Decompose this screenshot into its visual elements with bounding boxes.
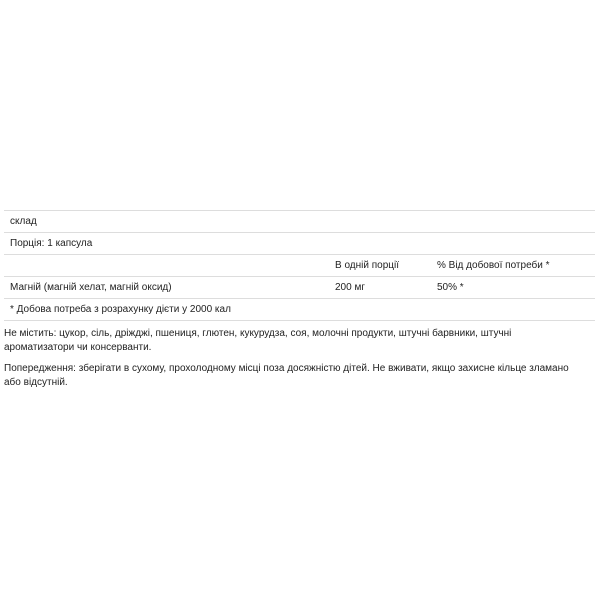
ingredient-name: Магній (магній хелат, магній оксид) xyxy=(4,277,329,299)
column-header-amount: В одній порції xyxy=(329,255,431,277)
supplement-facts-table xyxy=(4,210,595,321)
warning-note: Попередження: зберігати в сухому, прохолодному місці поза досяжністю дітей. Не вживати, якщо захисне кільце зламано або відсутній. xyxy=(4,363,569,388)
ingredient-daily-value: 50% * xyxy=(431,277,595,299)
table-row xyxy=(4,277,595,299)
column-header-row xyxy=(4,255,595,277)
column-header-name xyxy=(4,255,329,277)
free-from-note: Не містить: цукор, сіль, дріжджі, пшениця, глютен, кукурудза, соя, молочні продукти, штучні барвники, штучні ароматизатори чи консерванти. xyxy=(4,328,512,353)
footnote-row xyxy=(4,299,595,321)
ingredient-amount: 200 мг xyxy=(329,277,431,299)
column-header-daily-value: % Від добової потреби * xyxy=(431,255,595,277)
serving-size-row xyxy=(4,233,595,255)
serving-size: Порція: 1 капсула xyxy=(4,233,595,255)
composition-heading: склад xyxy=(4,211,595,233)
table-heading-row xyxy=(4,211,595,233)
daily-value-footnote: * Добова потреба з розрахунку дієти у 2000 кал xyxy=(4,299,595,321)
